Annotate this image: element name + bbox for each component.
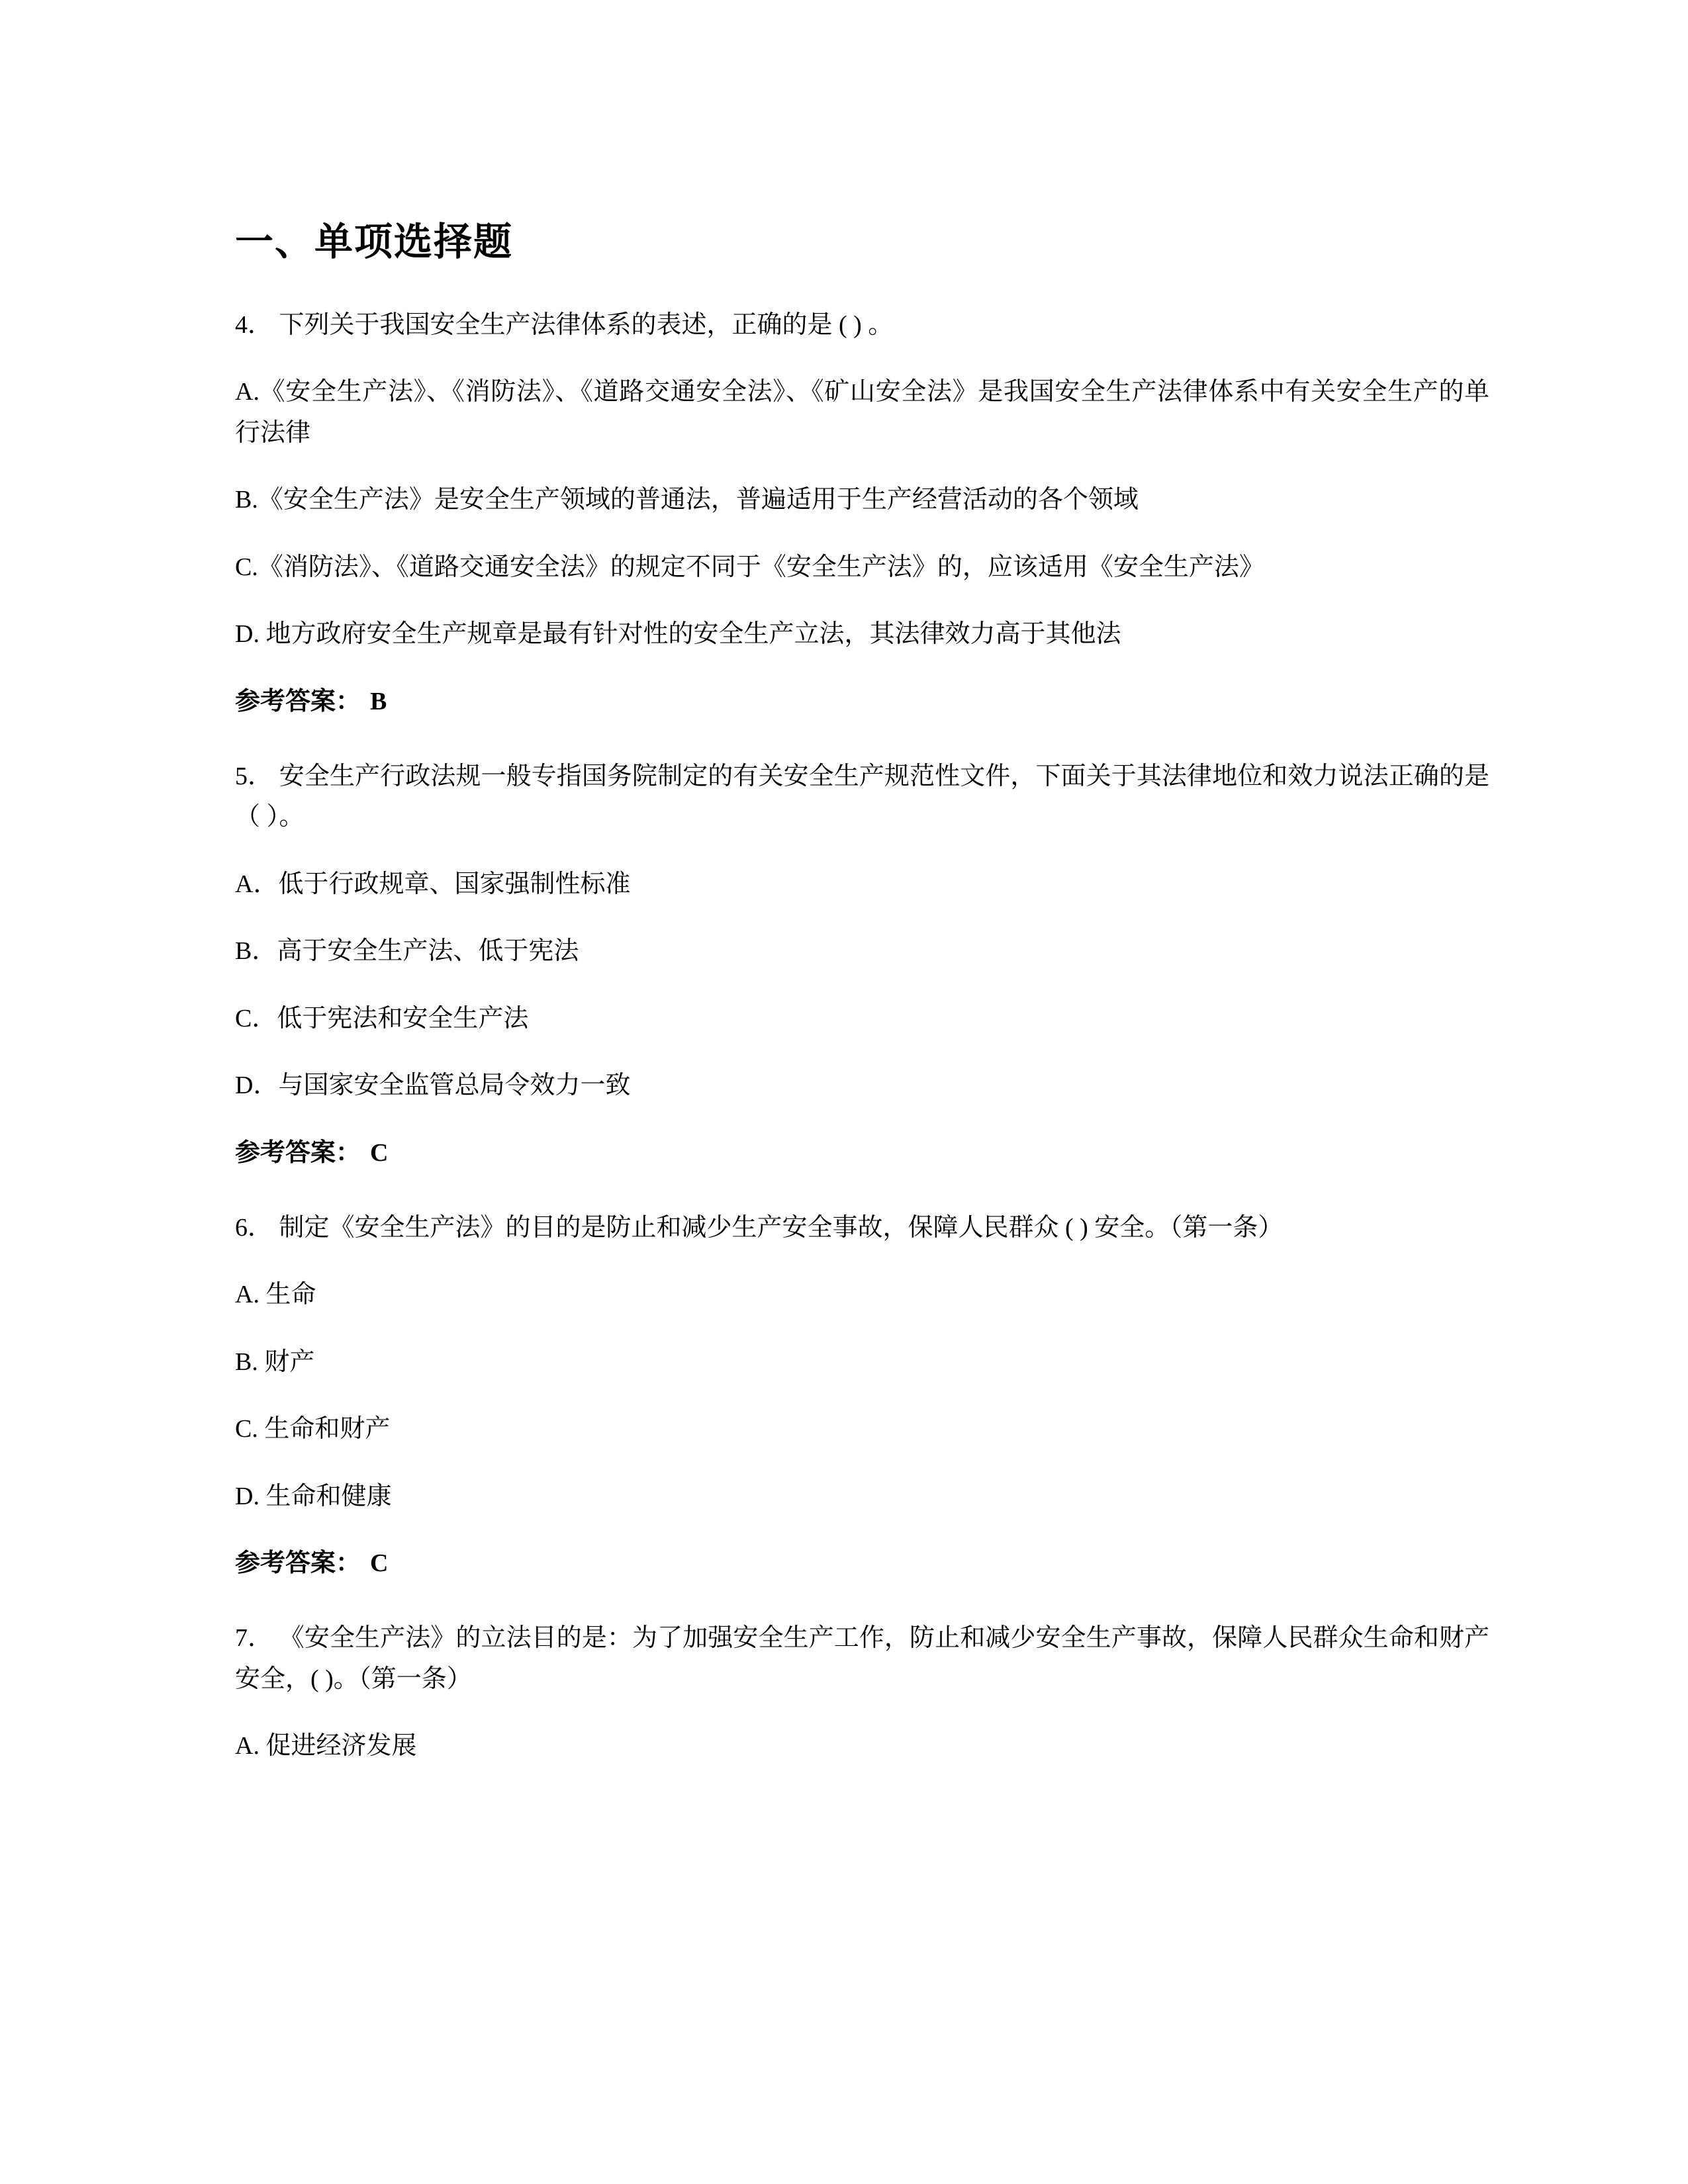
question-block xyxy=(235,305,1489,722)
question-stem: 4． 下列关于我国安全生产法律体系的表述，正确的是 ( ) 。 xyxy=(235,310,894,339)
answer-label: 参考答案： xyxy=(235,687,361,715)
answer-line xyxy=(235,1543,1489,1584)
question-option: C.《消防法》、《道路交通安全法》的规定不同于《安全生产法》的，应该适用《安全生产法》 xyxy=(235,553,1264,581)
answer-label: 参考答案： xyxy=(235,1549,361,1578)
question-option: A. 促进经济发展 xyxy=(235,1732,417,1760)
answer-line xyxy=(235,1133,1489,1173)
question-block xyxy=(235,1208,1489,1584)
question-option: C．低于宪法和安全生产法 xyxy=(235,1004,529,1032)
question-block xyxy=(235,756,1489,1173)
question-stem: 5． 安全生产行政法规一般专指国务院制定的有关安全生产规范性文件，下面关于其法律地位和效力说法正确的是（ ）。 xyxy=(235,762,1489,831)
question-stem: 6． 制定《安全生产法》的目的是防止和减少生产安全事故，保障人民群众 ( ) 安全。（第一条） xyxy=(235,1213,1284,1242)
question-stem: 7． 《安全生产法》的立法目的是：为了加强安全生产工作，防止和减少安全生产事故，保障人民群众生命和财产安全，( )。（第一条） xyxy=(235,1624,1489,1693)
question-option: B. 财产 xyxy=(235,1347,315,1376)
answer-value: C xyxy=(370,1549,389,1578)
answer-line xyxy=(235,682,1489,722)
answer-value: B xyxy=(370,687,387,715)
question-option: C. 生命和财产 xyxy=(235,1415,391,1443)
question-option: A.《安全生产法》、《消防法》、《道路交通安全法》、《矿山安全法》是我国安全生产法律体系中有关安全生产的单行法律 xyxy=(235,378,1489,447)
question-option: D. 地方政府安全生产规章是最有针对性的安全生产立法，其法律效力高于其他法 xyxy=(235,620,1121,649)
page-title: 一、单项选择题 xyxy=(235,220,514,263)
question-option: D. 生命和健康 xyxy=(235,1482,392,1510)
question-option: B．高于安全生产法、低于宪法 xyxy=(235,937,579,966)
question-option: B.《安全生产法》是安全生产领域的普通法，普遍适用于生产经营活动的各个领域 xyxy=(235,486,1139,514)
question-block xyxy=(235,1618,1489,1767)
question-option: A．低于行政规章、国家强制性标准 xyxy=(235,870,631,898)
question-option: D．与国家安全监管总局令效力一致 xyxy=(235,1071,631,1100)
answer-label: 参考答案： xyxy=(235,1138,361,1167)
question-option: A. 生命 xyxy=(235,1281,316,1309)
answer-value: C xyxy=(370,1138,389,1167)
